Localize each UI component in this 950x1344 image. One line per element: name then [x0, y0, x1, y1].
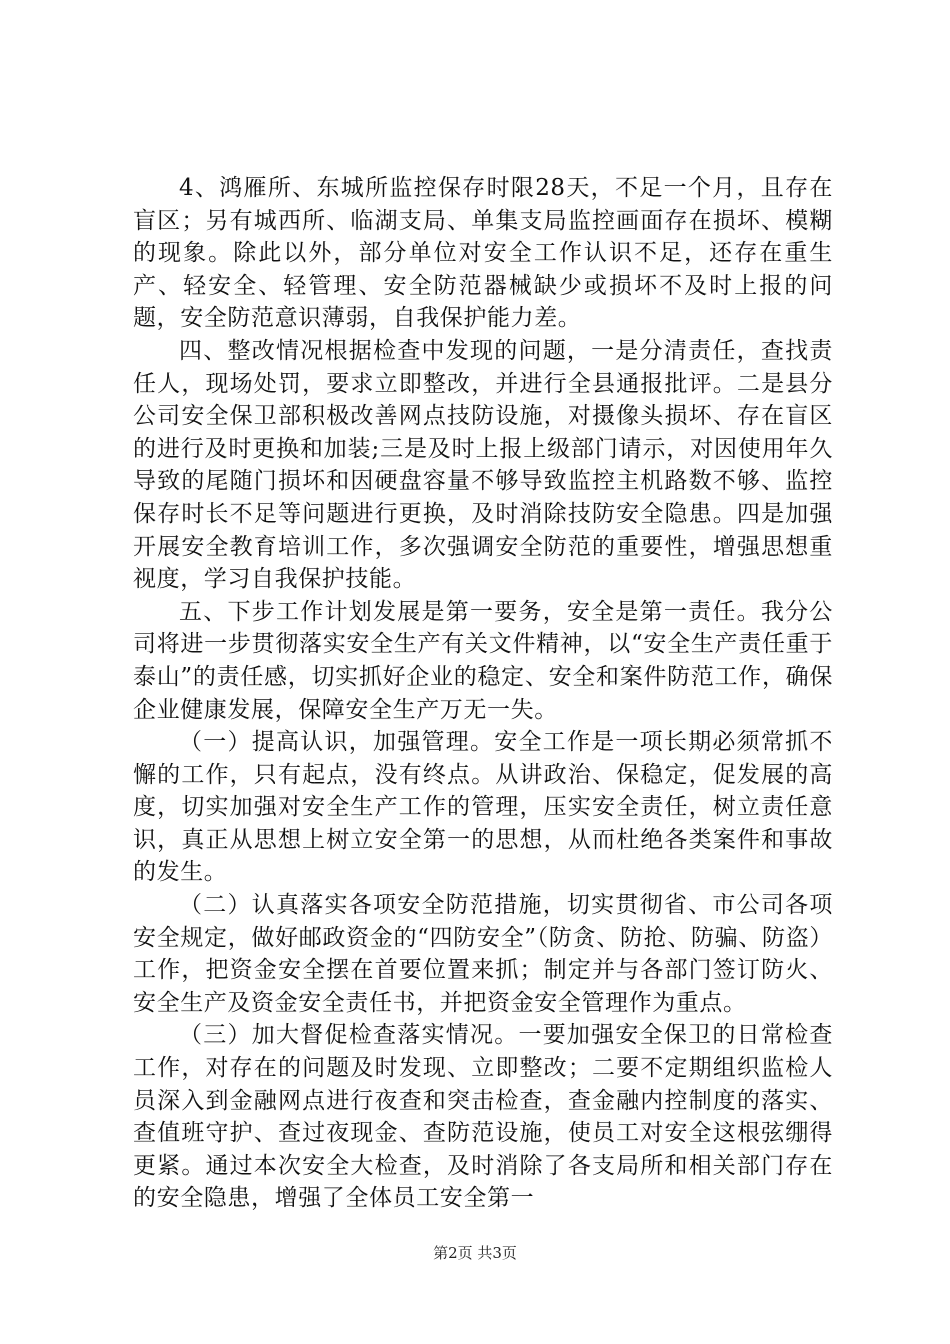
paragraph-item-one: （一）提高认识，加强管理。安全工作是一项长期必须常抓不懈的工作，只有起点，没有终点。从讲政治、保稳定，促发展的高度，切实加强对安全生产工作的管理，压实安全责任，树立责任意识，真正从思想上树立安全第一的思想，从而杜绝各类案件和事故的发生。 [133, 729, 833, 886]
paragraph-rectification: 四、整改情况根据检查中发现的问题，一是分清责任，查找责任人，现场处罚，要求立即整改，并进行全县通报批评。二是县分公司安全保卫部积极改善网点技防设施，对摄像头损坏、存在盲区的进行及时更换和加装;三是及时上报上级部门请示，对因使用年久导致的尾随门损坏和因硬盘容量不够导致监控主机路数不够、监控保存时长不足等问题进行更换，及时消除技防安全隐患。四是加强开展安全教育培训工作，多次强调安全防范的重要性，增强思想重视度，学习自我保护技能。 [133, 337, 833, 593]
paragraph-next-plan: 五、下步工作计划发展是第一要务，安全是第一责任。我分公司将进一步贯彻落实安全生产有关文件精神，以“安全生产责任重于泰山”的责任感，切实抓好企业的稳定、安全和案件防范工作，确保企业健康发展，保障安全生产万无一失。 [133, 598, 833, 723]
paragraph-item-three: （三）加大督促检查落实情况。一要加强安全保卫的日常检查工作，对存在的问题及时发现、立即整改；二要不定期组织监检人员深入到金融网点进行夜查和突击检查，查金融内控制度的落实、查值班守护、查过夜现金、查防范设施，使员工对安全这根弦绷得更紧。通过本次安全大检查，及时消除了各支局所和相关部门存在的安全隐患，增强了全体员工安全第一 [133, 1022, 833, 1212]
document-body [133, 172, 833, 1215]
page-footer: 第2页 共3页 [433, 1244, 517, 1262]
paragraph-monitoring-issues: 4、鸿雁所、东城所监控保存时限28天，不足一个月，且存在盲区；另有城西所、临湖支局、单集支局监控画面存在损坏、模糊的现象。除此以外，部分单位对安全工作认识不足，还存在重生产、轻安全、轻管理、安全防范器械缺少或损坏不及时上报的问题，安全防范意识薄弱，自我保护能力差。 [133, 175, 833, 332]
paragraph-item-two: （二）认真落实各项安全防范措施，切实贯彻省、市公司各项安全规定，做好邮政资金的“四防安全”（防贪、防抢、防骗、防盗）工作，把资金安全摆在首要位置来抓；制定并与各部门签订防火、安全生产及资金安全责任书，并把资金安全管理作为重点。 [133, 892, 833, 1016]
